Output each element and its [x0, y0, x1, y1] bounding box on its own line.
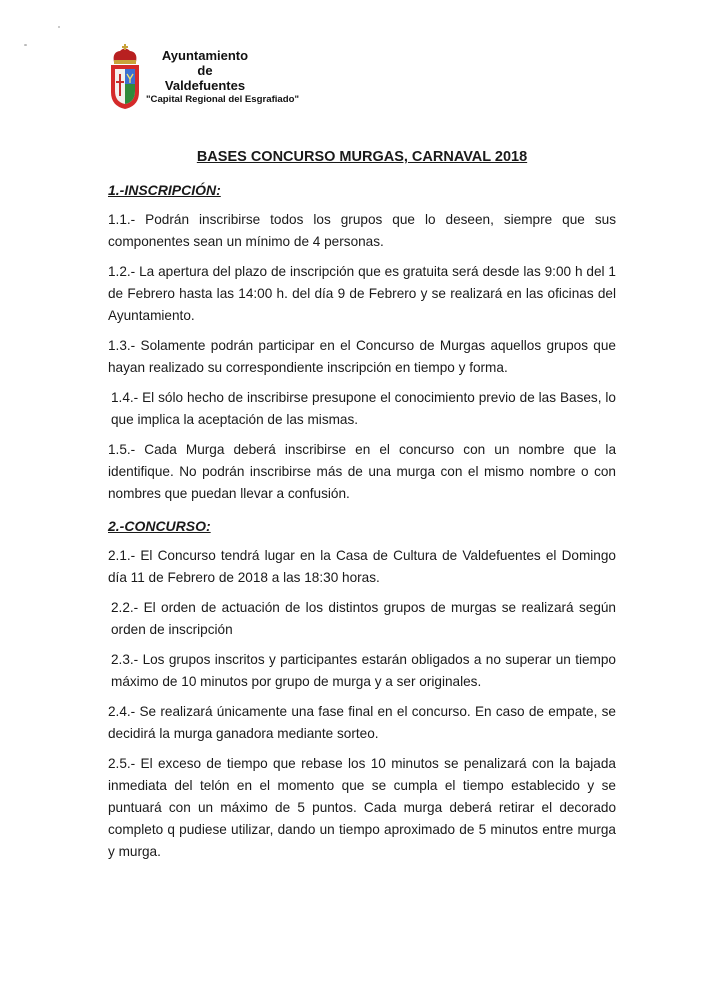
scan-speck: [24, 44, 27, 46]
document-title: BASES CONCURSO MURGAS, CARNAVAL 2018: [196, 149, 528, 165]
section-heading-inscripcion: 1.-INSCRIPCIÓN:: [108, 182, 221, 198]
clause-2-3: 2.3.- Los grupos inscritos y participantes estarán obligados a no superar un tiempo máximo de 10 minutos por grupo de murga y a ser originales.: [111, 652, 616, 689]
municipality-line: de: [197, 63, 213, 78]
scan-speck: [58, 26, 60, 28]
section-heading-concurso: 2.-CONCURSO:: [108, 518, 211, 534]
coat-of-arms-icon: [108, 44, 142, 110]
clause-1-3: 1.3.- Solamente podrán participar en el Concurso de Murgas aquellos grupos que hayan realizado su correspondiente inscripción en tiempo y forma.: [108, 338, 616, 375]
clause-1-4: 1.4.- El sólo hecho de inscribirse presupone el conocimiento previo de las Bases, lo que implica la aceptación de las mismas.: [111, 390, 616, 427]
municipality-motto: "Capital Regional del Esgrafiado": [146, 94, 300, 105]
municipality-line: Ayuntamiento: [161, 48, 249, 63]
clause-1-5: 1.5.- Cada Murga deberá inscribirse en el concurso con un nombre que la identifique. No podrán inscribirse más de una murga con el mismo nombre o con nombres que puedan llevar a confusión.: [108, 442, 616, 501]
clause-2-1: 2.1.- El Concurso tendrá lugar en la Casa de Cultura de Valdefuentes el Domingo día 11 de Febrero de 2018 a las 18:30 horas.: [108, 548, 616, 585]
letterhead: [104, 42, 304, 117]
clause-2-2: 2.2.- El orden de actuación de los distintos grupos de murgas se realizará según orden de inscripción: [111, 600, 616, 637]
clause-2-4: 2.4.- Se realizará únicamente una fase final en el concurso. En caso de empate, se decidirá la murga ganadora mediante sorteo.: [108, 704, 616, 741]
clause-1-1: 1.1.- Podrán inscribirse todos los grupos que lo deseen, siempre que sus componentes sean un mínimo de 4 personas.: [108, 212, 616, 249]
clause-2-5: 2.5.- El exceso de tiempo que rebase los 10 minutos se penalizará con la bajada inmediata del telón en el momento que se cumpla el tiempo establecido y se puntuará con un máximo de 5 puntos. Cada murga deberá retirar el decorado completo q pudiese utilizar, dando un tiempo aproximado de 5 minutos entre murga y murga.: [108, 756, 616, 859]
municipality-line: Valdefuentes: [164, 78, 246, 93]
clause-1-2: 1.2.- La apertura del plazo de inscripción que es gratuita será desde las 9:00 h del 1 de Febrero hasta las 14:00 h. del día 9 de Febrero y se realizará en las oficinas del Ayuntamiento.: [108, 264, 616, 323]
document-body: [108, 145, 616, 863]
municipality-name: [150, 48, 260, 93]
